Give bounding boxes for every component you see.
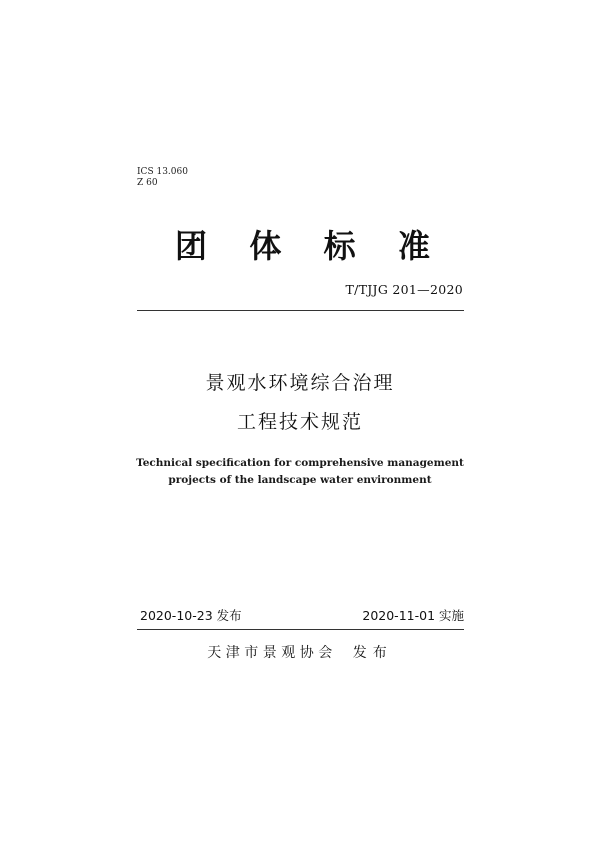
standard-type-char: 团 (175, 227, 208, 265)
chinese-title-line-1: 景观水环境综合治理 (205, 372, 395, 394)
classification-codes (137, 167, 188, 189)
implementation-date: 2020-11-01 实施 (362, 608, 464, 623)
standard-type-char: 标 (323, 227, 356, 265)
english-title-line-2: projects of the landscape water environment (168, 474, 432, 486)
ccs-code: Z 60 (137, 178, 158, 188)
standard-number: T/TJJG 201—2020 (345, 282, 463, 297)
bottom-divider (137, 629, 464, 630)
top-divider (137, 310, 464, 311)
publisher-action: 发布 (352, 645, 393, 661)
issue-date: 2020-10-23 发布 (140, 608, 242, 623)
standard-type-char: 准 (397, 227, 430, 265)
standard-type-char: 体 (249, 227, 282, 265)
english-title-line-1: Technical specification for comprehensive management (136, 457, 464, 469)
ics-code: ICS 13.060 (137, 167, 188, 177)
publisher-organization: 天津市景观协会 (207, 645, 337, 661)
publisher-line (0, 644, 600, 662)
chinese-title-line-2: 工程技术规范 (236, 411, 363, 433)
standard-type-heading (175, 226, 430, 266)
